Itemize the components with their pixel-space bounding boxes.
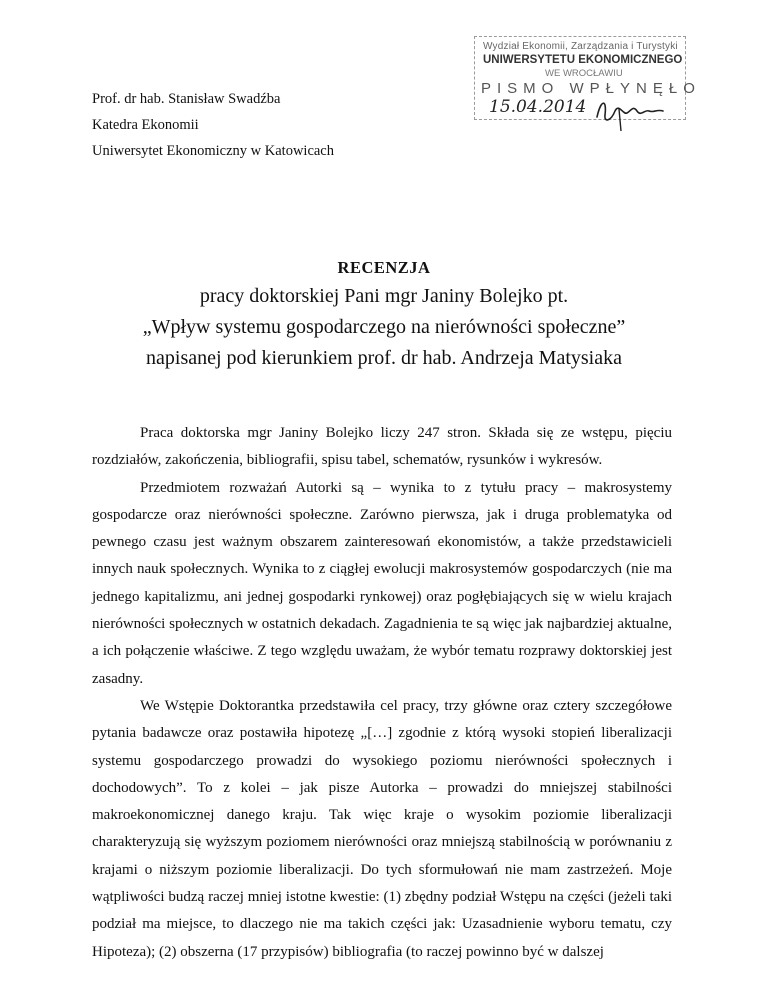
title-line-subject: pracy doktorskiej Pani mgr Janiny Bolejko pt. — [199, 285, 569, 307]
stamp-city: WE WROCŁAWIU — [545, 68, 623, 79]
paragraph-1: Praca doktorska mgr Janiny Bolejko liczy 247 stron. Składa się ze wstępu, pięciu rozdziałów, zakończenia, bibliografii, spisu tabel, schematów, rysunków i wykresów. — [92, 425, 672, 469]
title-line-thesis: „Wpływ systemu gospodarczego na nierówności społeczne” — [142, 316, 626, 338]
stamp-university: UNIWERSYTETU EKONOMICZNEGO — [483, 54, 683, 66]
review-body — [92, 420, 672, 966]
document-heading: RECENZJA — [337, 258, 431, 277]
receipt-stamp — [474, 36, 701, 120]
stamp-date: 15.04.2014 — [489, 97, 587, 117]
author-department: Katedra Ekonomii — [92, 117, 199, 133]
handwritten-signature-icon — [593, 91, 673, 131]
author-name: Prof. dr hab. Stanisław Swadźba — [92, 91, 281, 107]
paragraph-3: We Wstępie Doktorantka przedstawiła cel pracy, trzy główne oraz cztery szczegółowe pytania badawcze oraz postawiła hipotezę „[…] zgodnie z którą wysoki stopień liberalizacji systemu gospodarczego prowadzi do wysokiego poziomu nierówności społecznych i dochodowych”. To z kolei – jak pisze Autorka – prowadzi do mniejszej stabilności makroekonomicznej danego kraju. Tak więc kraje o wysokim poziomie liberalizacji charakteryzują się wyższym poziomem nierówności oraz mniejszą stabilnością w porównaniu z krajami o niższym poziomie liberalizacji. Do tych sformułowań nie mam zastrzeżeń. Moje wątpliwości budzą raczej mniej istotne kwestie: (1) zbędny podział Wstępu na części (jeżeli taki podział ma miejsce, to dlaczego nie ma takich części jak: Uzasadnienie wyboru tematu, czy Hipoteza); (2) obszerna (17 przypisów) bibliografia (to raczej powinno być w dalszej — [92, 697, 672, 960]
title-line-supervisor: napisanej pod kierunkiem prof. dr hab. Andrzeja Matysiaka — [146, 347, 622, 369]
stamp-faculty: Wydział Ekonomii, Zarządzania i Turystyki — [483, 41, 678, 52]
stamp-received: PISMO WPŁYNĘŁO — [481, 80, 701, 97]
author-university: Uniwersytet Ekonomiczny w Katowicach — [92, 143, 334, 159]
paragraph-2: Przedmiotem rozważań Autorki są – wynika to z tytułu pracy – makrosystemy gospodarcze oraz nierówności społeczne. Zarówno pierwsza, jak i druga problematyka od pewnego czasu jest ważnym obszarem zainteresowań ekonomistów, a także przedstawicieli innych nauk społecznych. Wynika to z ciągłej ewolucji makrosystemów gospodarczych (nie ma jednego kapitalizmu, ani jednej gospodarki rynkowej) oraz pogłębiających się w wielu krajach nierówności społecznych w ostatnich dekadach. Zagadnienia te są więc jak najbardziej aktualne, a ich połączenie właściwe. Z tego względu uważam, że wybór tematu rozprawy doktorskiej jest zasadny. — [92, 479, 672, 687]
